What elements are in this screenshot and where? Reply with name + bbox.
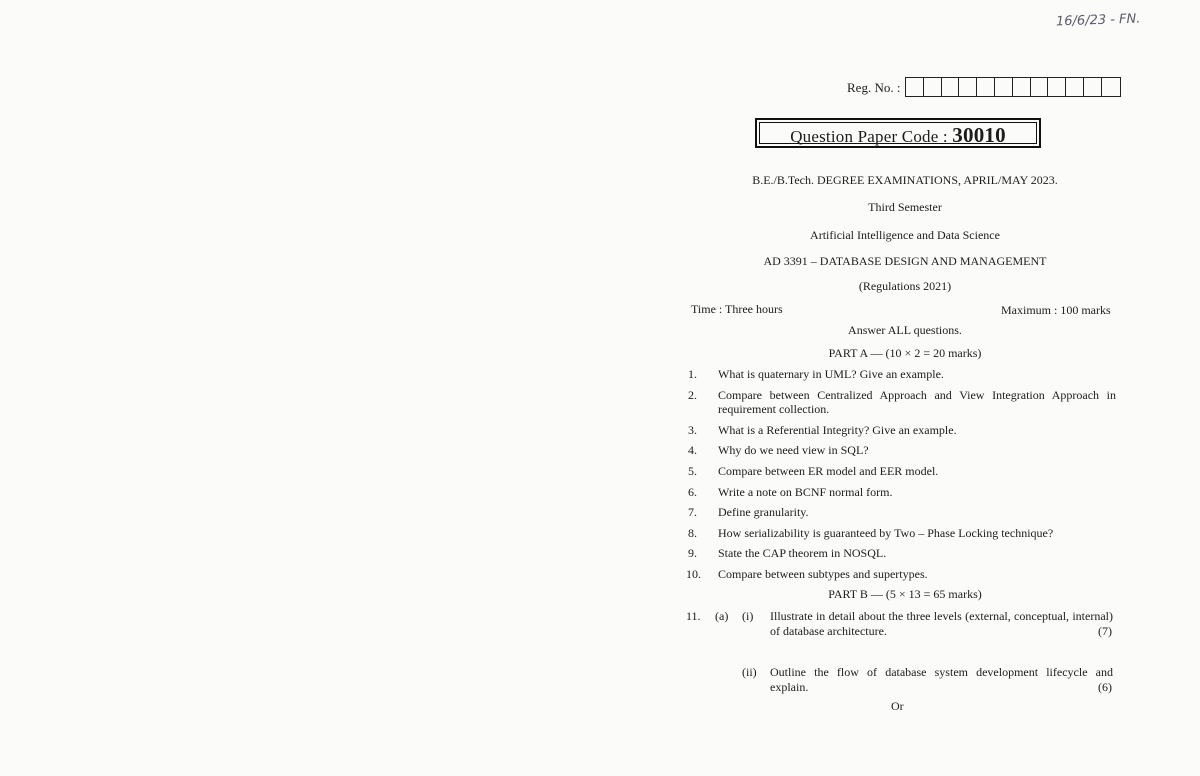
question-number: 4. — [688, 443, 697, 457]
reg-no-boxes — [905, 77, 1121, 97]
sub-question-marks: (6) — [1098, 680, 1112, 694]
sub-question-label: (i) — [742, 609, 754, 623]
question-number: 10. — [686, 567, 701, 581]
reg-no-digit-box — [1013, 78, 1031, 96]
sub-question-text: Illustrate in detail about the three levels (external, conceptual, internal) of database architecture. — [770, 609, 1113, 638]
department: Artificial Intelligence and Data Science — [810, 228, 1000, 242]
maximum-marks: Maximum : 100 marks — [1001, 303, 1111, 317]
regulations: (Regulations 2021) — [858, 279, 952, 293]
question-number: 2. — [688, 388, 697, 402]
reg-no-digit-box — [995, 78, 1013, 96]
question-number: 6. — [688, 485, 697, 499]
sub-question-label: (ii) — [742, 665, 757, 679]
part-a-title: PART A — (10 × 2 = 20 marks) — [828, 346, 982, 360]
question-text: Compare between subtypes and supertypes. — [718, 567, 928, 581]
question-text: Write a note on BCNF normal form. — [718, 485, 893, 499]
reg-no-digit-box — [924, 78, 942, 96]
reg-no-digit-box — [959, 78, 977, 96]
question-text: How serializability is guaranteed by Two – Phase Locking technique? — [718, 526, 1054, 540]
reg-no-digit-box — [906, 78, 924, 96]
question-number: 3. — [688, 423, 697, 437]
sub-question-marks: (7) — [1098, 624, 1112, 638]
semester: Third Semester — [868, 200, 942, 214]
question-number: 8. — [688, 526, 697, 540]
question-number: 7. — [688, 505, 697, 519]
question-text: Why do we need view in SQL? — [718, 443, 869, 457]
reg-no-digit-box — [942, 78, 960, 96]
question-number: 9. — [688, 546, 697, 560]
question-text: Compare between ER model and EER model. — [718, 464, 939, 478]
instructions: Answer ALL questions. — [848, 323, 962, 337]
question-paper-code — [757, 123, 1039, 148]
question-text: What is quaternary in UML? Give an example. — [718, 367, 944, 381]
sub-question-text: Outline the flow of database system development lifecycle and explain. — [770, 665, 1113, 694]
code-number: 30010 — [952, 123, 1006, 147]
question-text: State the CAP theorem in NOSQL. — [718, 546, 887, 560]
reg-no-digit-box — [1084, 78, 1102, 96]
question-number: 1. — [688, 367, 697, 381]
question-option: (a) — [715, 609, 729, 623]
reg-no-digit-box — [1102, 78, 1120, 96]
time-duration: Time : Three hours — [691, 302, 783, 316]
reg-no-digit-box — [1031, 78, 1049, 96]
handwritten-date-note: 16/6/23 - FN. — [1055, 11, 1141, 30]
part-b-title: PART B — (5 × 13 = 65 marks) — [828, 587, 982, 601]
question-number: 11. — [686, 609, 701, 623]
question-text: Compare between Centralized Approach and View Integration Approach in requirement collection. — [718, 388, 1116, 416]
or-separator: Or — [891, 699, 904, 713]
reg-no-digit-box — [977, 78, 995, 96]
reg-no-digit-box — [1048, 78, 1066, 96]
question-text: What is a Referential Integrity? Give an example. — [718, 423, 957, 437]
subject: AD 3391 – DATABASE DESIGN AND MANAGEMENT — [763, 254, 1047, 268]
question-text: Define granularity. — [718, 505, 809, 519]
exam-title: B.E./B.Tech. DEGREE EXAMINATIONS, APRIL/MAY 2023. — [752, 173, 1058, 187]
question-paper-code-box — [755, 118, 1041, 148]
code-label: Question Paper Code : — [790, 127, 953, 146]
question-number: 5. — [688, 464, 697, 478]
reg-no-label: Reg. No. : — [847, 80, 901, 95]
reg-no-digit-box — [1066, 78, 1084, 96]
